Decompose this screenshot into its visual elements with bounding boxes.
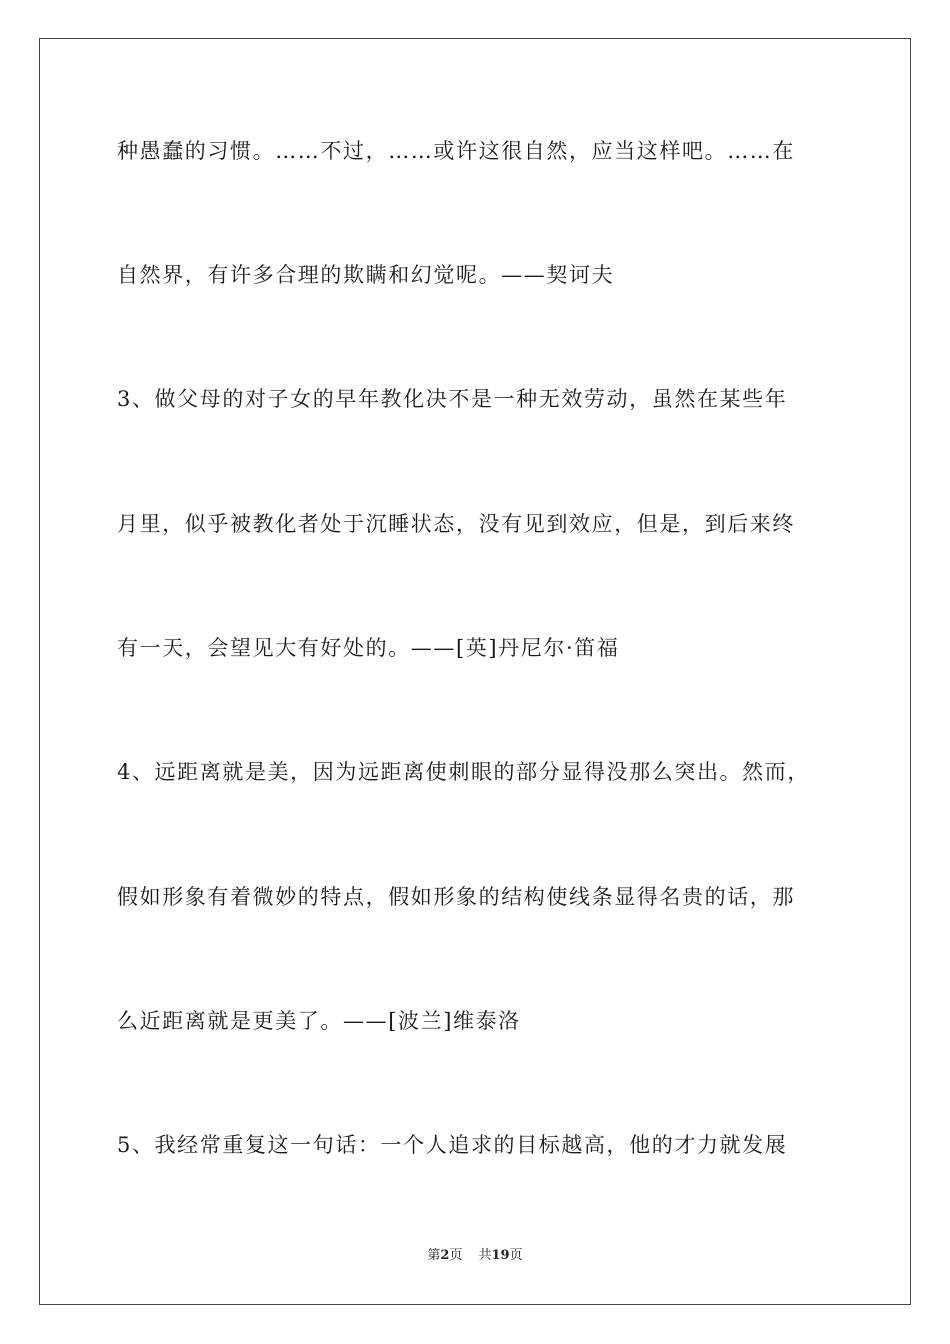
- page-prefix: 第: [427, 1248, 441, 1263]
- total-pages: 19: [491, 1248, 510, 1263]
- text-line-9: 5、我经常重复这一句话：一个人追求的目标越高，他的才力就发展: [117, 1133, 788, 1157]
- page-frame: [39, 38, 911, 1305]
- text-line-5: 有一天，会望见大有好处的。——[英]丹尼尔·笛福: [117, 636, 620, 660]
- page-suffix: 页: [449, 1248, 463, 1263]
- text-line-8: 么近距离就是更美了。——[波兰]维泰洛: [117, 1009, 521, 1033]
- page-footer: [0, 1247, 950, 1265]
- text-line-4: 月里，似乎被教化者处于沉睡状态，没有见到效应，但是，到后来终: [117, 512, 795, 536]
- text-line-1: 种愚蠢的习惯。……不过，……或许这很自然，应当这样吧。……在: [117, 139, 795, 163]
- text-line-2: 自然界，有许多合理的欺瞒和幻觉呢。——契诃夫: [117, 263, 615, 287]
- text-line-6: 4、远距离就是美，因为远距离使刺眼的部分显得没那么突出。然而，: [117, 760, 810, 784]
- page-number: 2: [440, 1248, 450, 1263]
- text-line-7: 假如形象有着微妙的特点，假如形象的结构使线条显得名贵的话，那: [117, 885, 795, 909]
- total-suffix: 页: [509, 1248, 523, 1263]
- text-line-3: 3、做父母的对子女的早年教化决不是一种无效劳动，虽然在某些年: [117, 387, 788, 411]
- total-prefix: 共: [478, 1248, 492, 1263]
